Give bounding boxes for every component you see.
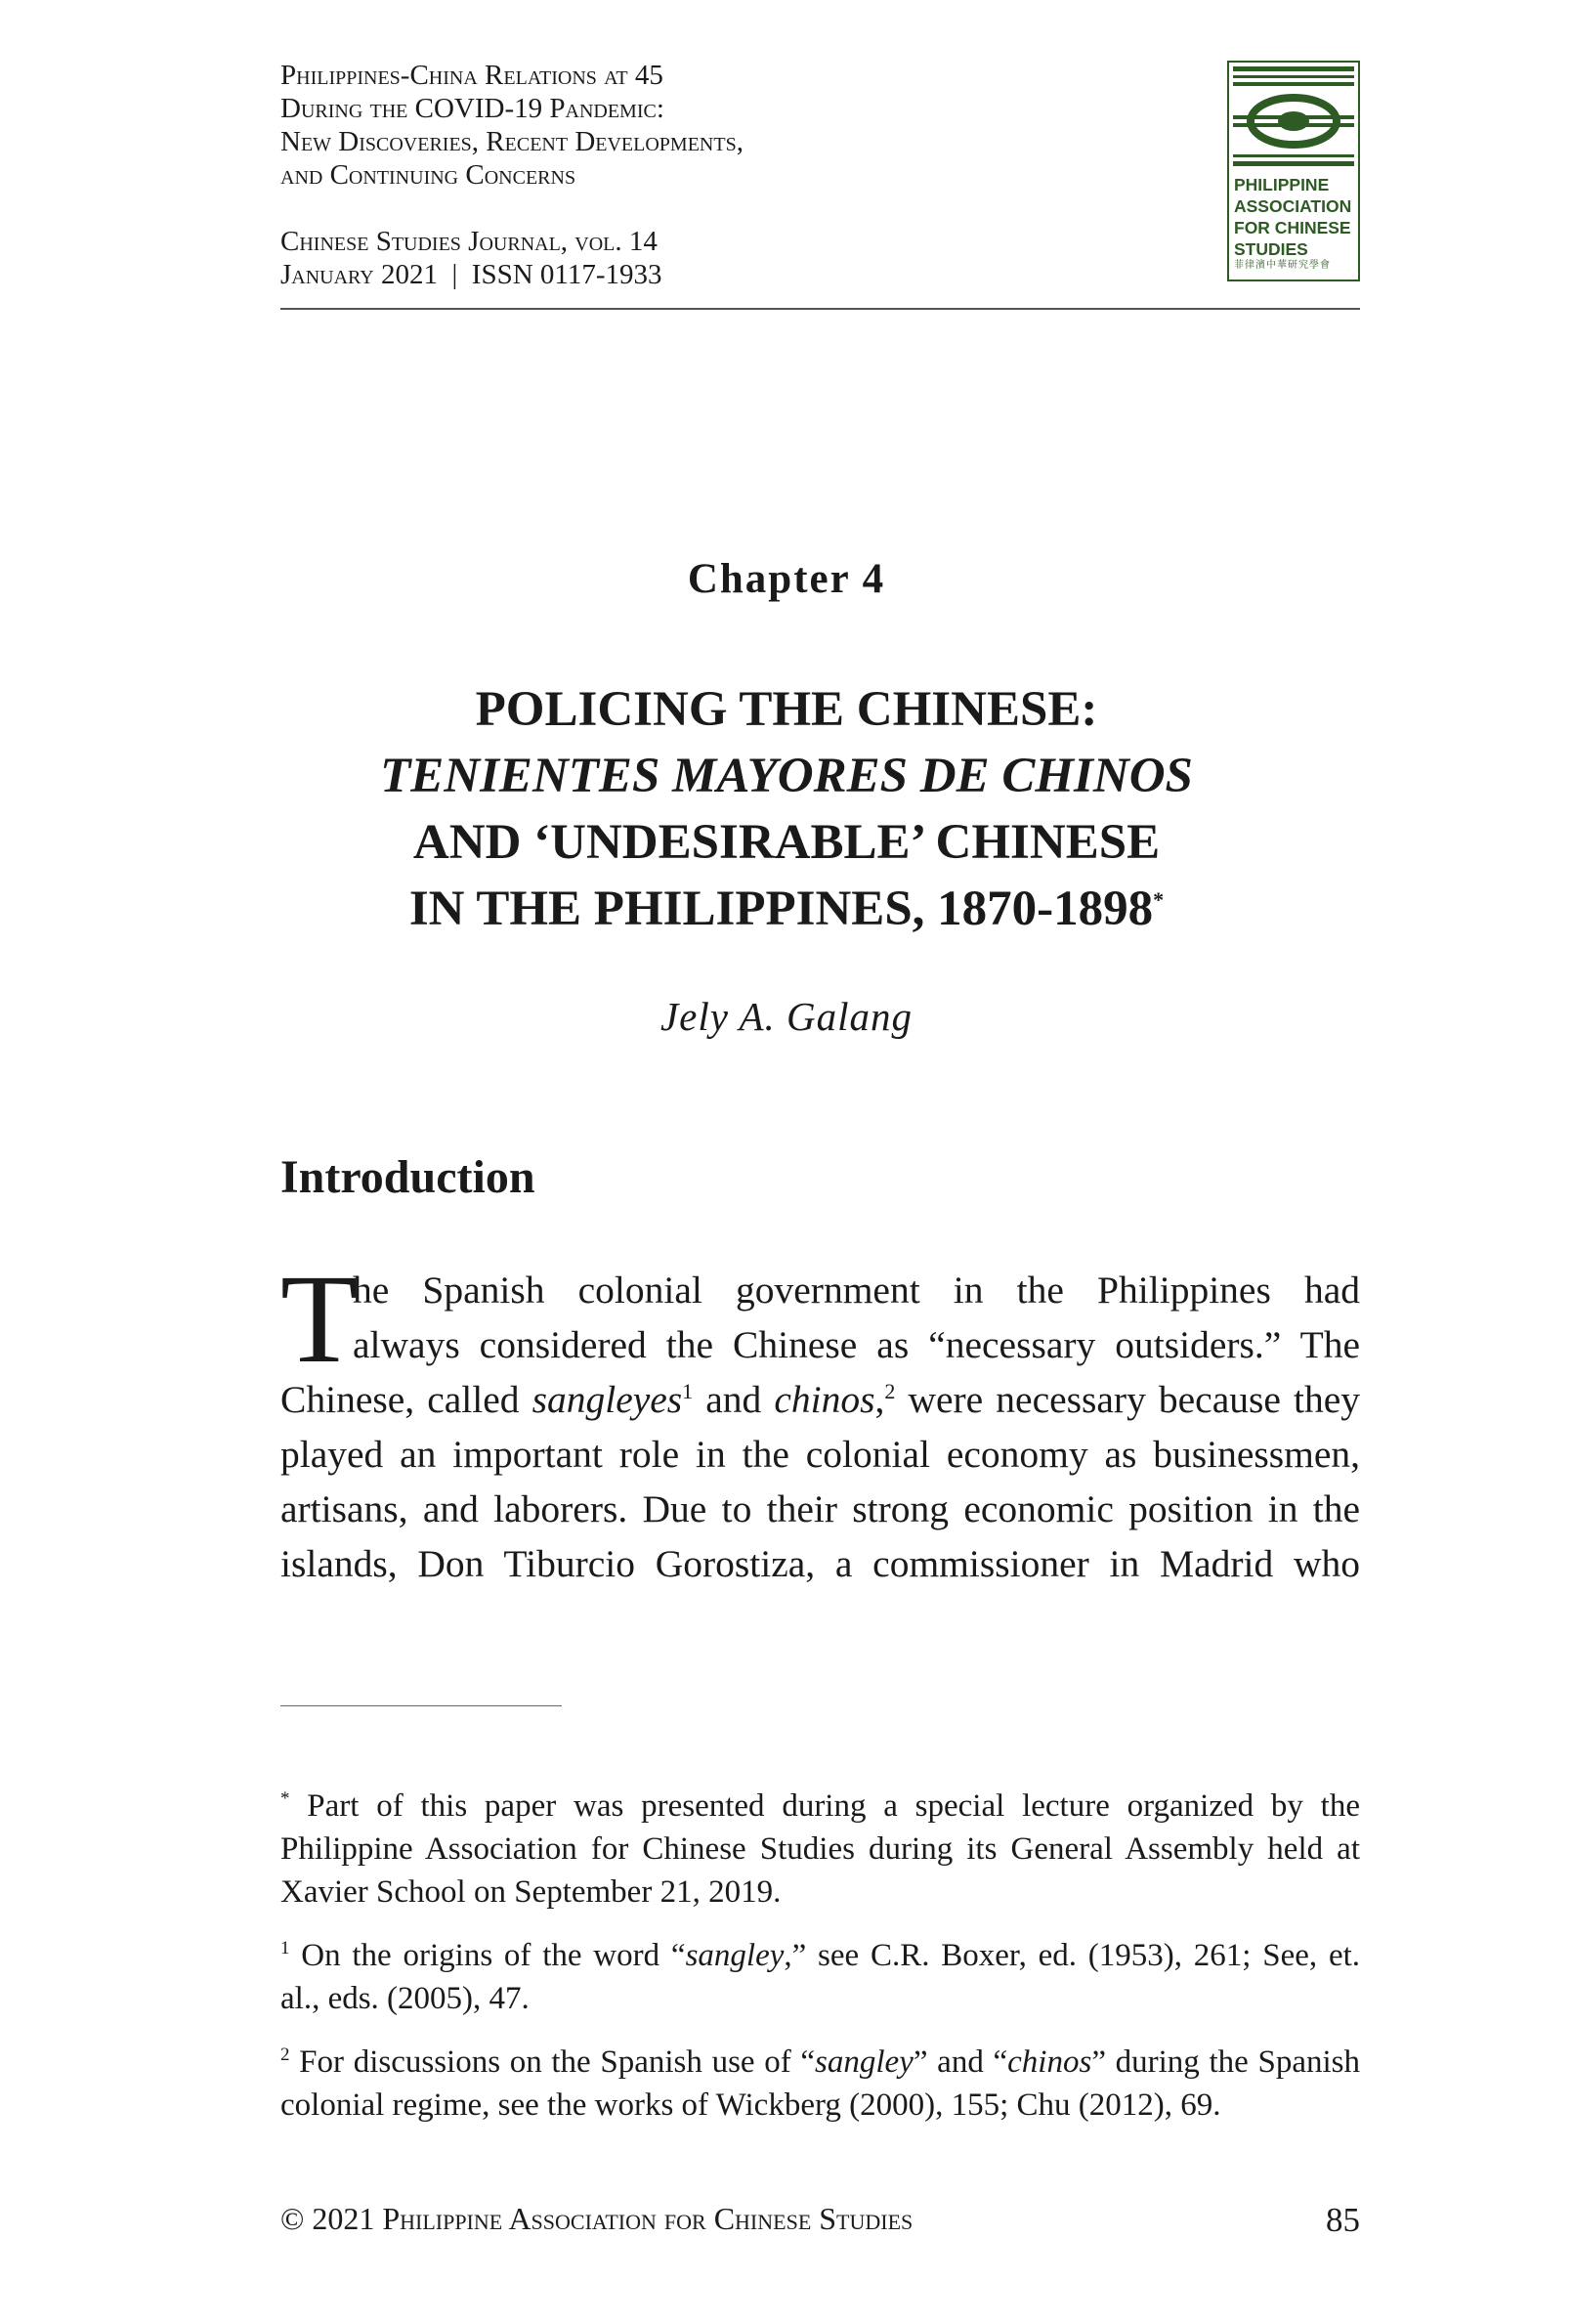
footnote-star-mark: * [280, 1788, 290, 1809]
body-line-5: artisans, and laborers. Due to their strong economic position in the [280, 1487, 1360, 1530]
footnote-separator [280, 1705, 562, 1706]
footnote-2-text-b: ” and “ [913, 2044, 1008, 2080]
pacs-emblem-icon [1233, 66, 1354, 170]
pacs-logo [1227, 61, 1360, 281]
header-text-block [280, 59, 744, 291]
footnote-2-term-1: sangley [815, 2044, 914, 2080]
date-issn-line: January 2021 | ISSN 0117-1933 [280, 259, 662, 290]
footnote-1 [280, 1934, 1360, 2020]
body-paragraph [280, 1249, 1360, 1591]
footnote-ref-1[interactable]: 1 [682, 1378, 694, 1403]
body-line-6: islands, Don Tiburcio Gorostiza, a commissioner in Madrid who [280, 1542, 1360, 1585]
page-number: 85 [1326, 2201, 1360, 2239]
footnotes [280, 1785, 1360, 2147]
footnote-star [280, 1785, 1360, 1914]
footnote-1-line-2: al., eds. (2005), 47. [280, 1981, 530, 2016]
title-line-4-text: IN THE PHILIPPINES, 1870-1898 [408, 882, 1154, 936]
title-line-2: TENIENTES MAYORES DE CHINOS [380, 749, 1193, 803]
title-footnote-mark[interactable]: * [1153, 887, 1165, 912]
term-chinos: chinos [774, 1378, 875, 1421]
footnote-1-mark: 1 [280, 1938, 290, 1958]
footnote-2-text-a: For discussions on the Spanish use of “ [289, 2044, 816, 2080]
footnote-2-text-c: ” during the Spanish [1091, 2044, 1360, 2080]
book-title-line-3: New Discoveries, Recent Developments, [280, 126, 744, 157]
journal-line: Chinese Studies Journal, vol. 14 [280, 226, 658, 257]
footnote-2-mark: 2 [280, 2044, 290, 2065]
page-footer [280, 2201, 1360, 2244]
logo-line-4: STUDIES [1234, 239, 1308, 259]
logo-wordmark [1234, 174, 1355, 272]
footnote-2 [280, 2041, 1360, 2127]
section-heading: Introduction [280, 1151, 535, 1203]
article-title [0, 676, 1573, 942]
body-line-3-part-b: and [693, 1378, 775, 1421]
running-header [280, 59, 1360, 311]
footnote-star-line-3: Xavier School on September 21, 2019. [280, 1874, 782, 1910]
body-line-1: he Spanish colonial government in the Philippines had [353, 1269, 1360, 1312]
footnote-1-text-a: On the origins of the word “ [289, 1938, 686, 1973]
drop-cap: T [280, 1249, 359, 1390]
footnote-1-text-b: ,” see C.R. Boxer, ed. (1953), 261; See, et. [784, 1938, 1361, 1973]
body-line-2: always considered the Chinese as “necessary outsiders.” The [353, 1323, 1360, 1366]
footnote-ref-2[interactable]: 2 [884, 1378, 896, 1403]
logo-chinese-text: 菲律濱中華研究學會 [1234, 260, 1331, 271]
footnote-1-term: sangley [685, 1938, 785, 1973]
copyright-notice: © 2021 Philippine Association for Chinese Studies [280, 2201, 914, 2236]
chapter-label: Chapter 4 [687, 556, 886, 602]
title-line-4 [0, 876, 1573, 942]
body-line-4: played an important role in the colonial economy as businessmen, [280, 1433, 1360, 1476]
footnote-2-line-1 [280, 2041, 1360, 2084]
logo-line-2: ASSOCIATION [1234, 196, 1352, 216]
book-title-line-4: and Continuing Concerns [280, 159, 576, 191]
body-line-3-part-a: Chinese, called [280, 1378, 532, 1421]
term-sangleyes: sangleyes [531, 1378, 683, 1421]
journal-info [280, 225, 744, 291]
footnote-star-line-2: Philippine Association for Chinese Studies during its General Assembly held at [280, 1831, 1360, 1867]
body-line-3 [280, 1372, 1360, 1427]
title-line-1: POLICING THE CHINESE: [475, 682, 1098, 737]
footnote-1-line-1 [280, 1934, 1360, 1977]
book-title-line-2: During the COVID-19 Pandemic: [280, 93, 664, 124]
header-rule [280, 308, 1360, 310]
logo-line-1: PHILIPPINE [1234, 175, 1330, 194]
footnote-2-term-2: chinos [1007, 2044, 1092, 2080]
title-line-3: AND ‘UNDESIRABLE’ CHINESE [412, 815, 1161, 870]
footnote-star-text-1: Part of this paper was presented during a special lecture organized by the [289, 1788, 1360, 1824]
book-title-line-1: Philippines-China Relations at 45 [280, 60, 663, 91]
body-line-3-comma: , [874, 1378, 885, 1421]
author-name: Jely A. Galang [659, 994, 914, 1039]
footnote-star-line-1 [280, 1785, 1360, 1828]
footnote-2-line-2: colonial regime, see the works of Wickberg (2000), 155; Chu (2012), 69. [280, 2087, 1221, 2123]
logo-line-3: FOR CHINESE [1234, 218, 1351, 237]
body-line-3-part-d: were necessary because they [895, 1378, 1360, 1421]
